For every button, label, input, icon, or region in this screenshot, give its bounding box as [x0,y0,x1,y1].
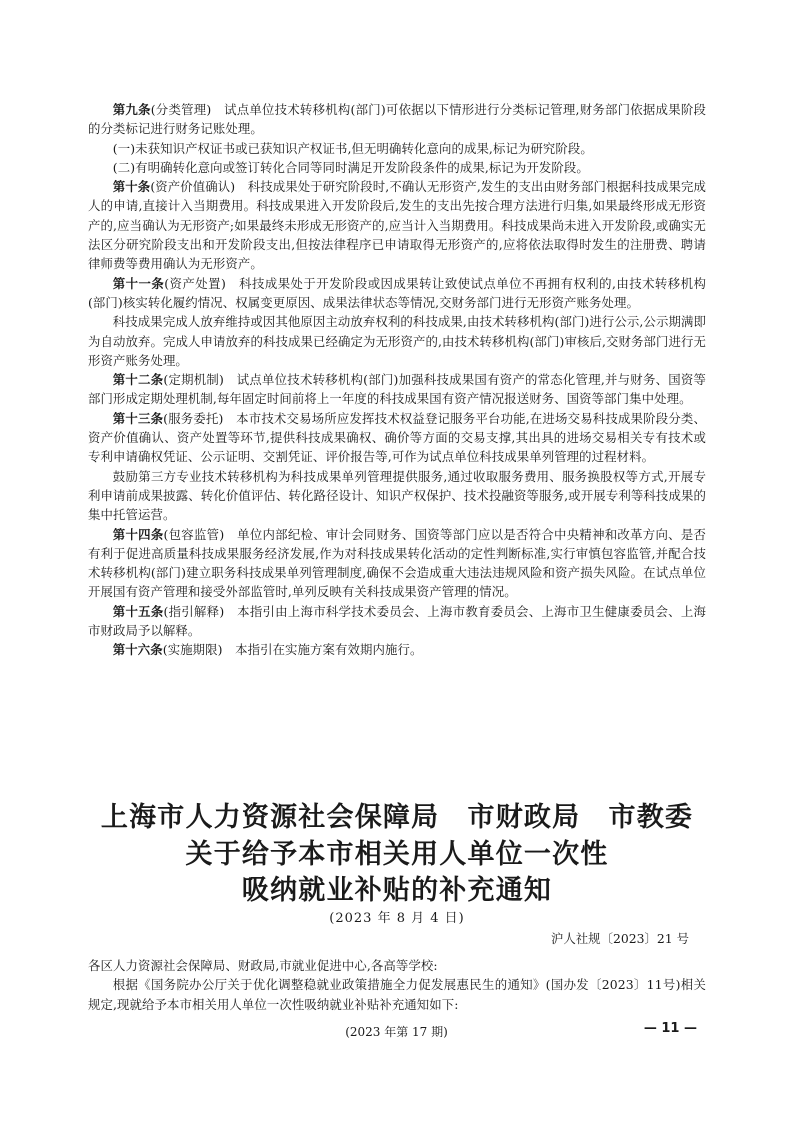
article-tag: (资产价值确认) [150,179,236,195]
article-heading: 第九条 [112,102,151,117]
article-tag: (服务委托) [163,410,224,426]
article-heading: 第十条 [112,179,151,195]
notice-date: (2023 年 8 月 4 日) [329,910,465,926]
article-11 [88,274,706,313]
article-tag: (指引解释) [163,603,225,619]
article-text: 单位内部纪检、审计会同财务、国资等部门应以是否符合中央精神和改革方向、是否有利于促进高质量科技成果服务经济发展,作为对科技成果转化活动的定性判断标准,实行审慎包容监管,并配合技术转移机构(部门)建立职务科技成果单列管理制度,确保不会造成重大违法违规风险和资产损失风险。在试点单位开展国有资产管理和接受外部监管时,单列反映有关科技成果资产管理的情况。 [88,526,706,600]
article-heading: 第十四条 [112,526,164,542]
article-13 [88,409,706,467]
article-12 [88,370,706,409]
article-text: 试点单位技术转移机构(部门)加强科技成果国有资产的常态化管理,并与财务、国资等部门形成定期处理机制,每年固定时间前将上一年度的科技成果国有资产情况报送财务、国资等部门集中处理。 [88,372,706,407]
page-number: — 11 — [643,1021,697,1036]
article-text: (二)有明确转化意向或签订转化合同等同时满足开发阶段条件的成果,标记为开发阶段。 [112,159,589,175]
article-10 [88,177,706,273]
article-text: 科技成果完成人放弃维持或因其他原因主动放弃权利的科技成果,由技术转移机构(部门)进行公示,公示期满即为自动放弃。完成人申请放弃的科技成果已经确定为无形资产的,由技术转移机构(部门)审核后,交财务部门进行无形资产账务处理。 [88,314,706,368]
article-9-item-1 [88,139,706,158]
article-heading: 第十六条 [112,642,163,658]
article-text: 试点单位技术转移机构(部门)可依据以下情形进行分类标记管理,财务部门依据成果阶段的分类标记进行财务记账处理。 [88,102,706,137]
article-text: 本指引由上海市科学技术委员会、上海市教育委员会、上海市卫生健康委员会、上海市财政局予以解释。 [88,603,706,639]
article-heading: 第十二条 [112,372,164,388]
article-tag: (包容监管) [163,526,225,542]
article-text: 科技成果处于研究阶段时,不确认无形资产,发生的支出由财务部门根据科技成果完成人的申请,直接计入当期费用。科技成果进入开发阶段后,发生的支出先按合理方法进行归集,如果最终形成无形资产的,应当确认为无形资产;如果最终未形成无形资产的,应当计入当期费用。科技成果尚未进入开发阶段,或确实无法区分研究阶段支出和开发阶段支出,但按法律程序已申请取得无形资产的,应将依法取得时发生的注册费、聘请律师费等费用确认为无形资产。 [88,179,706,272]
notice-intro: 根据《国务院办公厅关于优化调整稳就业政策措施全力促发展惠民生的通知》(国办发〔2023〕11号)相关规定,现就给予本市相关用人单位一次性吸纳就业补贴补充通知如下: [88,977,706,1012]
article-text: (一)未获知识产权证书或已获知识产权证书,但无明确转化意向的成果,标记为研究阶段。 [112,140,593,156]
article-13-para-2 [88,467,706,525]
article-text: 鼓励第三方专业技术转移机构为科技成果单列管理提供服务,通过收取服务费用、服务换股权等方式,开展专利申请前成果披露、转化价值评估、转化路径设计、知识产权保护、技术投融资等服务,或开展专利等科技成果的集中托管运营。 [88,468,706,523]
article-tag: (资产处置) [164,275,226,291]
notice-title-line: 上海市人力资源社会保障局 市财政局 市教委 [100,802,694,833]
issue-number: (2023 年第 17 期) [345,1025,448,1039]
article-heading: 第十三条 [112,410,164,426]
article-text: 本市技术交易场所应发挥技术权益登记服务平台功能,在进场交易科技成果阶段分类、资产价值确认、资产处置等环节,提供科技成果确权、确价等方面的交易支撑,其出具的进场交易相关专有技术或专利申请确权凭证、公示证明、交割凭证、评价报告等,可作为试点单位科技成果单列管理的过程材料。 [88,410,706,465]
notice-title-line: 关于给予本市相关用人单位一次性 [185,838,609,870]
notice-addressee: 各区人力资源社会保障局、财政局,市就业促进中心,各高等学校: [88,958,438,973]
article-tag: (定期机制) [163,372,224,388]
notice-body [88,956,706,1014]
article-16 [88,640,706,659]
article-tag: (分类管理) [150,102,212,117]
article-11-para-2 [88,312,706,370]
article-14 [88,525,706,602]
article-heading: 第十五条 [112,603,164,619]
document-number: 沪人社规〔2023〕21 号 [551,931,689,946]
article-15 [88,602,706,641]
article-tag: (实施期限) [162,642,223,658]
article-9 [88,100,706,139]
regulation-articles [88,100,706,660]
notice-title-line: 吸纳就业补贴的补充通知 [241,875,553,906]
article-9-item-2 [88,158,706,177]
notice-title [80,800,714,928]
article-heading: 第十一条 [112,275,165,291]
article-text: 科技成果处于开发阶段或因成果转让致使试点单位不再拥有权利的,由技术转移机构(部门)核实转化履约情况、权属变更原因、成果法律状态等情况,交财务部门进行无形资产账务处理。 [88,275,706,310]
article-text: 本指引在实施方案有效期内施行。 [222,642,423,658]
